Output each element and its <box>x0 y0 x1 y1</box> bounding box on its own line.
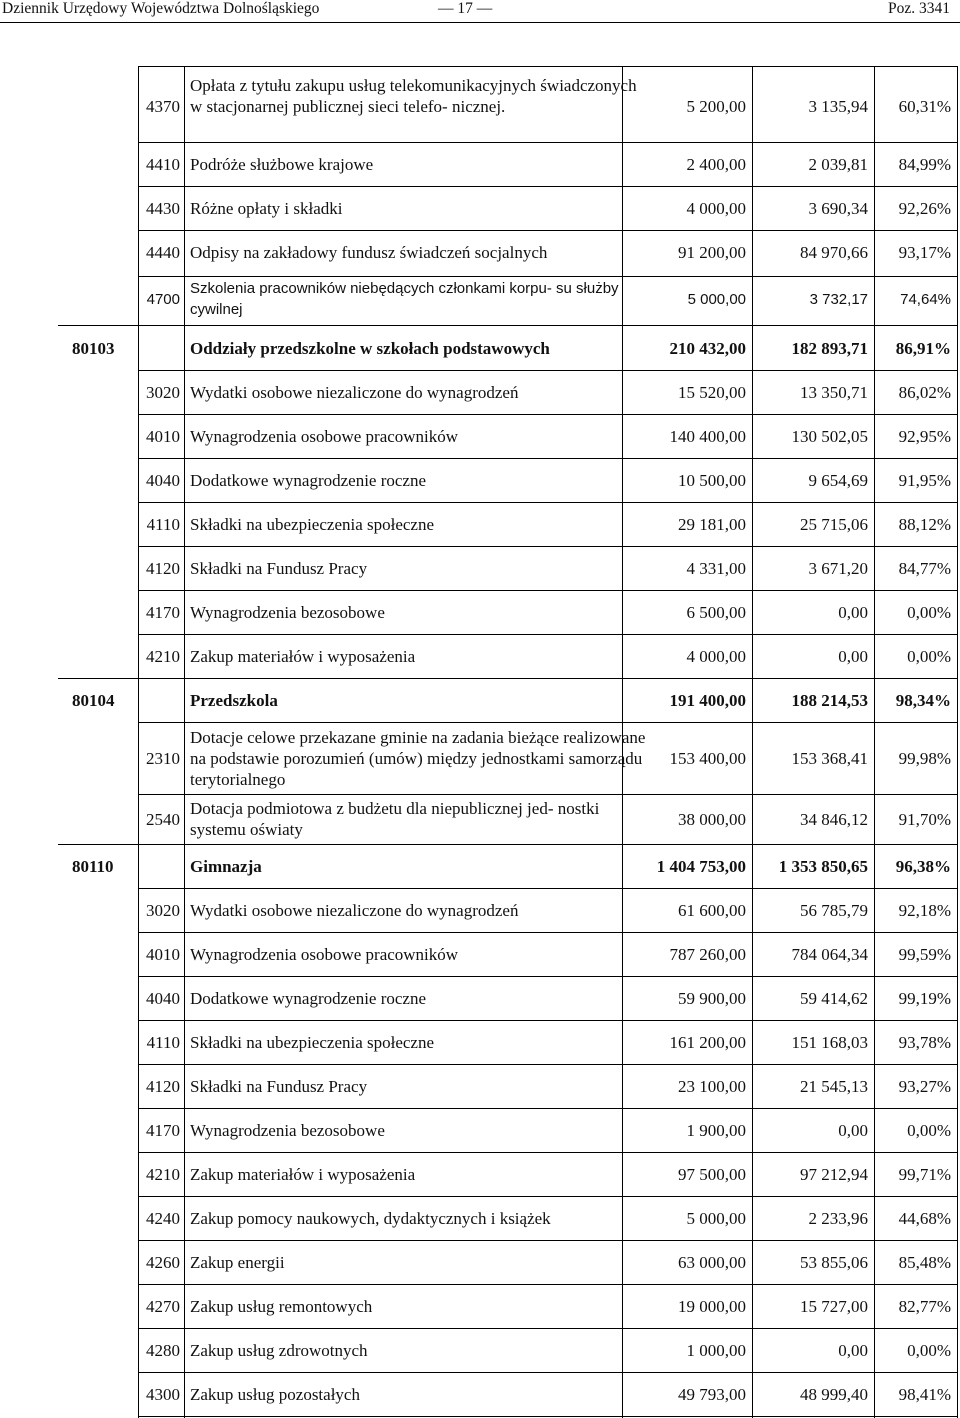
execution-percent: 88,12% <box>898 514 951 534</box>
execution-amount: 1 353 850,65 <box>778 856 868 876</box>
plan-amount: 15 520,00 <box>678 382 746 402</box>
table-row <box>0 186 960 230</box>
plan-amount: 4 331,00 <box>686 558 746 578</box>
plan-amount: 4 000,00 <box>686 198 746 218</box>
execution-amount: 13 350,71 <box>800 382 868 402</box>
description: Podróże służbowe krajowe <box>190 154 374 174</box>
execution-amount: 2 039,81 <box>808 154 868 174</box>
plan-amount: 4 000,00 <box>686 646 746 666</box>
description: Zakup energii <box>190 1252 285 1272</box>
description: Wynagrodzenia bezosobowe <box>190 1120 385 1140</box>
execution-percent: 74,64% <box>900 290 951 308</box>
paragraph-code: 4110 <box>146 1032 180 1052</box>
description: Wynagrodzenia bezosobowe <box>190 602 385 622</box>
execution-percent: 96,38% <box>895 856 951 876</box>
description: Składki na ubezpieczenia społeczne <box>190 1032 435 1052</box>
grid-line <box>138 1064 958 1065</box>
plan-amount: 787 260,00 <box>669 944 746 964</box>
execution-percent: 99,98% <box>898 748 951 768</box>
execution-amount: 59 414,62 <box>800 988 868 1008</box>
execution-percent: 86,91% <box>895 338 951 358</box>
plan-amount: 5 000,00 <box>687 290 746 308</box>
table-row <box>0 502 960 546</box>
table-row <box>0 634 960 678</box>
execution-percent: 82,77% <box>898 1296 951 1316</box>
section-row <box>0 326 960 370</box>
paragraph-code: 4410 <box>146 154 180 174</box>
execution-percent: 84,77% <box>898 558 951 578</box>
plan-amount: 161 200,00 <box>669 1032 746 1052</box>
table-row <box>0 1196 960 1240</box>
grid-line <box>138 142 958 143</box>
table-row <box>0 70 960 136</box>
grid-line <box>138 230 958 231</box>
table-row <box>0 142 960 186</box>
table-row <box>0 230 960 274</box>
paragraph-code: 4260 <box>146 1252 180 1272</box>
description: Składki na Fundusz Pracy <box>190 558 368 578</box>
plan-amount: 153 400,00 <box>669 748 746 768</box>
section-code: 80110 <box>72 856 114 876</box>
execution-amount: 25 715,06 <box>800 514 868 534</box>
execution-amount: 56 785,79 <box>800 900 868 920</box>
execution-amount: 151 168,03 <box>791 1032 868 1052</box>
paragraph-code: 4170 <box>146 602 180 622</box>
journal-title: Dziennik Urzędowy Województwa Dolnośląskiego <box>2 0 320 17</box>
plan-amount: 2 400,00 <box>686 154 746 174</box>
plan-amount: 38 000,00 <box>678 809 746 829</box>
grid-line <box>138 186 958 187</box>
execution-amount: 15 727,00 <box>800 1296 868 1316</box>
grid-line <box>58 678 958 679</box>
plan-amount: 5 000,00 <box>686 1208 746 1228</box>
execution-percent: 91,70% <box>898 809 951 829</box>
execution-amount: 21 545,13 <box>800 1076 868 1096</box>
section-row <box>0 844 960 888</box>
paragraph-code: 2310 <box>146 748 180 768</box>
execution-percent: 92,26% <box>898 198 951 218</box>
grid-line <box>138 722 958 723</box>
table-row <box>0 794 960 844</box>
paragraph-code: 4040 <box>146 988 180 1008</box>
execution-percent: 86,02% <box>898 382 951 402</box>
section-code: 80104 <box>72 690 115 710</box>
description: Zakup pomocy naukowych, dydaktycznych i książek <box>190 1208 551 1228</box>
execution-amount: 2 233,96 <box>808 1208 868 1228</box>
paragraph-code: 4010 <box>146 944 180 964</box>
grid-line <box>138 1416 958 1417</box>
description: Oddziały przedszkolne w szkołach podstawowych <box>190 338 550 358</box>
grid-line <box>138 370 958 371</box>
execution-percent: 98,34% <box>895 690 951 710</box>
execution-amount: 84 970,66 <box>800 242 868 262</box>
table-row <box>0 1284 960 1328</box>
description: Wydatki osobowe niezaliczone do wynagrodzeń <box>190 900 519 920</box>
grid-line <box>138 794 958 795</box>
description: Różne opłaty i składki <box>190 198 343 218</box>
plan-amount: 1 900,00 <box>686 1120 746 1140</box>
paragraph-code: 4440 <box>146 242 180 262</box>
grid-line <box>138 1152 958 1153</box>
table-row <box>0 932 960 976</box>
table-row <box>0 590 960 634</box>
execution-percent: 99,19% <box>898 988 951 1008</box>
table-row <box>0 1240 960 1284</box>
section-row <box>0 678 960 722</box>
description: Gimnazja <box>190 856 262 876</box>
execution-amount: 3 671,20 <box>808 558 868 578</box>
description: Wydatki osobowe niezaliczone do wynagrodzeń <box>190 382 519 402</box>
paragraph-code: 4270 <box>146 1296 180 1316</box>
paragraph-code: 4210 <box>146 646 180 666</box>
execution-amount: 53 855,06 <box>800 1252 868 1272</box>
plan-amount: 19 000,00 <box>678 1296 746 1316</box>
grid-line <box>138 1328 958 1329</box>
description: Szkolenia pracowników niebędących członkami korpu- su służby cywilnej <box>190 280 619 318</box>
execution-percent: 60,31% <box>898 96 951 116</box>
page-number: — 17 — <box>438 0 493 17</box>
execution-percent: 0,00% <box>907 1340 951 1360</box>
execution-amount: 0,00 <box>838 1120 868 1140</box>
execution-amount: 0,00 <box>838 1340 868 1360</box>
grid-line <box>138 1240 958 1241</box>
grid-line <box>138 66 958 67</box>
paragraph-code: 4040 <box>146 470 180 490</box>
execution-percent: 93,27% <box>898 1076 951 1096</box>
description: Zakup materiałów i wyposażenia <box>190 646 416 666</box>
description: Dodatkowe wynagrodzenie roczne <box>190 470 427 490</box>
description: Zakup materiałów i wyposażenia <box>190 1164 416 1184</box>
grid-line <box>138 932 958 933</box>
grid-line <box>138 276 958 277</box>
paragraph-code: 4300 <box>146 1384 180 1404</box>
execution-amount: 0,00 <box>838 646 868 666</box>
plan-amount: 210 432,00 <box>669 338 746 358</box>
paragraph-code: 4700 <box>146 290 180 308</box>
table-row <box>0 546 960 590</box>
description: Opłata z tytułu zakupu usług telekomunikacyjnych świadczonych w stacjonarnej publicznej sieci telefo- nicznej. <box>190 75 637 116</box>
paragraph-code: 4120 <box>146 1076 180 1096</box>
paragraph-code: 4430 <box>146 198 180 218</box>
execution-amount: 784 064,34 <box>791 944 868 964</box>
execution-amount: 3 732,17 <box>809 290 868 308</box>
plan-amount: 10 500,00 <box>678 470 746 490</box>
description: Składki na Fundusz Pracy <box>190 1076 368 1096</box>
grid-line <box>138 1020 958 1021</box>
grid-line <box>138 546 958 547</box>
grid-line <box>138 1108 958 1109</box>
grid-line <box>138 414 958 415</box>
execution-amount: 34 846,12 <box>800 809 868 829</box>
paragraph-code: 4370 <box>146 96 180 116</box>
execution-amount: 0,00 <box>838 602 868 622</box>
paragraph-code: 4110 <box>146 514 180 534</box>
execution-amount: 3 690,34 <box>808 198 868 218</box>
table-row <box>0 1328 960 1372</box>
execution-percent: 98,41% <box>898 1384 951 1404</box>
grid-line <box>58 844 958 845</box>
table-row <box>0 370 960 414</box>
plan-amount: 6 500,00 <box>686 602 746 622</box>
plan-amount: 29 181,00 <box>678 514 746 534</box>
table-row <box>0 1020 960 1064</box>
plan-amount: 1 404 753,00 <box>656 856 746 876</box>
description: Dotacja podmiotowa z budżetu dla niepublicznej jed- nostki systemu oświaty <box>190 799 600 839</box>
execution-amount: 3 135,94 <box>808 96 868 116</box>
description: Składki na ubezpieczenia społeczne <box>190 514 435 534</box>
execution-amount: 97 212,94 <box>800 1164 868 1184</box>
execution-percent: 99,59% <box>898 944 951 964</box>
table-row <box>0 1372 960 1416</box>
table-row <box>0 722 960 792</box>
plan-amount: 191 400,00 <box>669 690 746 710</box>
table-row <box>0 888 960 932</box>
plan-amount: 140 400,00 <box>669 426 746 446</box>
paragraph-code: 3020 <box>146 382 180 402</box>
description: Dodatkowe wynagrodzenie roczne <box>190 988 427 1008</box>
execution-percent: 0,00% <box>907 1120 951 1140</box>
paragraph-code: 4210 <box>146 1164 180 1184</box>
grid-line <box>138 1284 958 1285</box>
table-row <box>0 976 960 1020</box>
execution-amount: 130 502,05 <box>791 426 868 446</box>
grid-line <box>138 634 958 635</box>
execution-amount: 182 893,71 <box>791 338 868 358</box>
description: Odpisy na zakładowy fundusz świadczeń socjalnych <box>190 242 548 262</box>
execution-amount: 153 368,41 <box>791 748 868 768</box>
grid-line <box>138 976 958 977</box>
table-row <box>0 1064 960 1108</box>
plan-amount: 49 793,00 <box>678 1384 746 1404</box>
grid-line <box>138 590 958 591</box>
plan-amount: 23 100,00 <box>678 1076 746 1096</box>
execution-percent: 92,18% <box>898 900 951 920</box>
grid-line <box>58 325 958 326</box>
paragraph-code: 2540 <box>146 809 180 829</box>
plan-amount: 61 600,00 <box>678 900 746 920</box>
execution-percent: 44,68% <box>898 1208 951 1228</box>
description: Wynagrodzenia osobowe pracowników <box>190 944 459 964</box>
execution-percent: 84,99% <box>898 154 951 174</box>
execution-percent: 93,17% <box>898 242 951 262</box>
execution-percent: 99,71% <box>898 1164 951 1184</box>
paragraph-code: 4120 <box>146 558 180 578</box>
paragraph-code: 4010 <box>146 426 180 446</box>
execution-percent: 92,95% <box>898 426 951 446</box>
plan-amount: 59 900,00 <box>678 988 746 1008</box>
paragraph-code: 3020 <box>146 900 180 920</box>
description: Zakup usług pozostałych <box>190 1384 360 1404</box>
description: Zakup usług zdrowotnych <box>190 1340 368 1360</box>
execution-amount: 188 214,53 <box>791 690 868 710</box>
execution-percent: 93,78% <box>898 1032 951 1052</box>
execution-amount: 48 999,40 <box>800 1384 868 1404</box>
paragraph-code: 4280 <box>146 1340 180 1360</box>
page-header <box>0 0 960 22</box>
plan-amount: 5 200,00 <box>686 96 746 116</box>
plan-amount: 97 500,00 <box>678 1164 746 1184</box>
position-number: Poz. 3341 <box>888 0 950 17</box>
header-rule <box>0 22 960 23</box>
grid-line <box>138 458 958 459</box>
table-row <box>0 458 960 502</box>
table-row <box>0 1152 960 1196</box>
grid-line <box>138 1196 958 1197</box>
execution-percent: 0,00% <box>907 646 951 666</box>
paragraph-code: 4170 <box>146 1120 180 1140</box>
table-row <box>0 414 960 458</box>
table-row <box>0 276 960 324</box>
plan-amount: 63 000,00 <box>678 1252 746 1272</box>
paragraph-code: 4240 <box>146 1208 180 1228</box>
description: Dotacje celowe przekazane gminie na zadania bieżące realizowane na podstawie porozumień (umów) między jednostkami samorządu terytorialnego <box>190 727 646 789</box>
execution-percent: 0,00% <box>907 602 951 622</box>
section-code: 80103 <box>72 338 115 358</box>
table-row <box>0 1108 960 1152</box>
description: Wynagrodzenia osobowe pracowników <box>190 426 459 446</box>
plan-amount: 91 200,00 <box>678 242 746 262</box>
execution-amount: 9 654,69 <box>808 470 868 490</box>
execution-percent: 85,48% <box>898 1252 951 1272</box>
grid-line <box>138 1372 958 1373</box>
grid-line <box>138 888 958 889</box>
grid-line <box>138 502 958 503</box>
plan-amount: 1 000,00 <box>686 1340 746 1360</box>
description: Przedszkola <box>190 690 278 710</box>
execution-percent: 91,95% <box>898 470 951 490</box>
description: Zakup usług remontowych <box>190 1296 373 1316</box>
